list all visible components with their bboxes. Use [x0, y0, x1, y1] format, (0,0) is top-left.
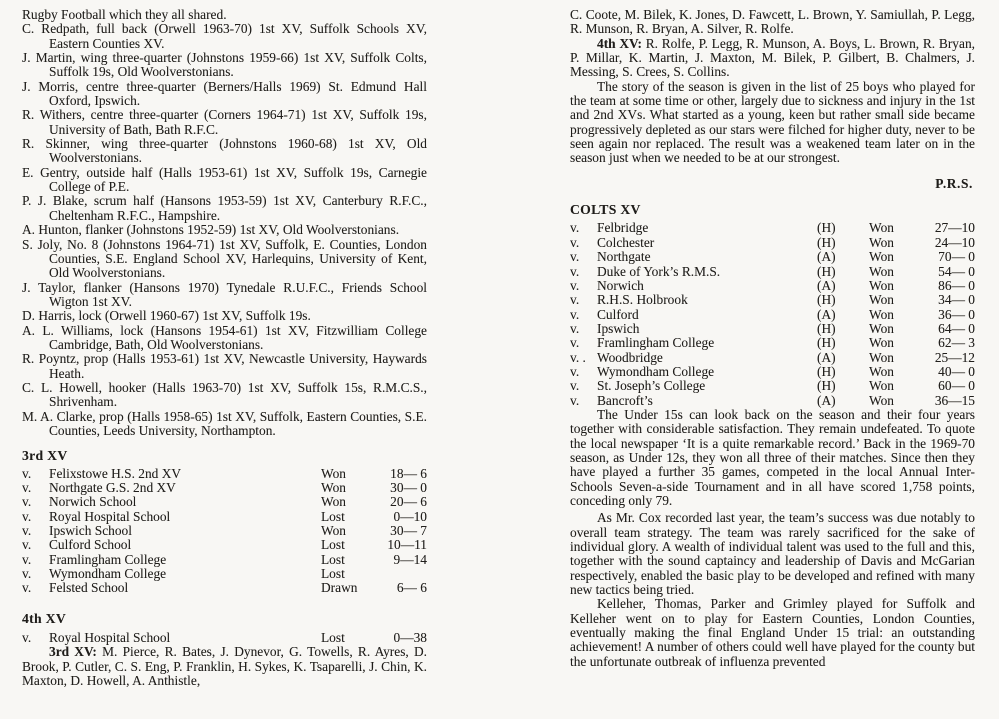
match-outcome: Won [869, 320, 894, 336]
opponent-name: Norwich School [49, 494, 137, 510]
match-result-row [22, 510, 427, 524]
venue-home-away: (H) [817, 292, 836, 308]
colts-xv-results-table [570, 221, 975, 407]
match-score: 70— 0 [938, 249, 975, 265]
venue-home-away: (H) [817, 263, 836, 279]
match-outcome: Won [869, 335, 894, 351]
match-outcome: Won [869, 234, 894, 250]
match-outcome: Lost [321, 566, 345, 582]
opponent-name: Culford [597, 306, 639, 322]
match-result-row [570, 236, 975, 250]
match-result-row [570, 322, 975, 336]
match-score: 30— 7 [390, 523, 427, 539]
fourth-xv-results-table [22, 631, 427, 645]
match-outcome: Won [321, 465, 346, 481]
match-score: 34— 0 [938, 292, 975, 308]
match-score: 64— 0 [938, 320, 975, 336]
versus-abbrev: v. [570, 306, 580, 322]
opponent-name: Framlingham College [597, 335, 715, 351]
third-xv-squad-continuation: C. Coote, M. Bilek, K. Jones, D. Fawcett, L. Brown, Y. Samiullah, P. Legg, R. Munson, R. Bryan, A. Silver, R. Rolfe. [570, 7, 975, 37]
venue-home-away: (A) [817, 392, 836, 408]
player-entry: R. Skinner, wing three-quarter (Johnstons 1960-68) 1st XV, Old Woolverstonians. [22, 136, 427, 166]
match-result-row [22, 567, 427, 581]
match-score: 18— 6 [390, 465, 427, 481]
match-score: 27—10 [934, 220, 975, 236]
match-score: 10—11 [387, 537, 427, 553]
match-score: 6— 6 [396, 580, 427, 596]
left-column [22, 8, 427, 719]
versus-abbrev: v. [570, 249, 580, 265]
match-score: 40— 0 [938, 363, 975, 379]
versus-abbrev: v. [22, 580, 32, 596]
opponent-name: Felbridge [597, 220, 649, 236]
match-result-row [22, 553, 427, 567]
player-entry: C. L. Howell, hooker (Halls 1963-70) 1st XV, Suffolk 15s, R.M.C.S., Shrivenham. [22, 379, 427, 410]
match-outcome: Won [869, 263, 894, 279]
match-result-row [22, 538, 427, 552]
third-xv-squad-list [22, 645, 427, 688]
season-story-paragraph: The story of the season is given in the list of 25 boys who played for the team at some time or other, largely due to sickness and injury in the 1st and 2nd XVs. What started as a young, keen but rather small side became progressively depleted as our stars were filched for higher duty, never to be seen again nor replaced. The result was a weakened team later on in the season just when we needed to be at our strongest. [570, 78, 975, 166]
fourth-xv-squad-names: R. Rolfe, P. Legg, R. Munson, A. Boys, L. Brown, R. Bryan, P. Millar, K. Martin, J. Maxton, M. Bilek, P. Gilbert, B. Chalmers, J. Messing, S. Crees, S. Collins. [570, 35, 975, 80]
match-score: 20— 6 [390, 494, 427, 510]
match-score: 24—10 [934, 234, 975, 250]
kelleher-paragraph: Kelleher, Thomas, Parker and Grimley played for Suffolk and Kelleher went on to play for Eastern Counties, London Counties, eventually making the final England Under 15 trial: an outstanding achievement! A number of others could well have played for the county but the unfortunate outbreak of influenza prevented [570, 596, 975, 669]
match-outcome: Lost [321, 508, 345, 524]
versus-abbrev: v. [570, 378, 580, 394]
versus-abbrev: v. [570, 220, 580, 236]
versus-abbrev: v. [22, 566, 32, 582]
venue-home-away: (A) [817, 249, 836, 265]
match-score: 62— 3 [938, 335, 975, 351]
match-result-row [570, 351, 975, 365]
match-outcome: Won [869, 363, 894, 379]
opponent-name: Royal Hospital School [49, 508, 171, 524]
player-entry: A. Hunton, flanker (Johnstons 1952-59) 1st XV, Old Woolverstonians. [22, 222, 400, 238]
versus-abbrev: v. [570, 234, 580, 250]
match-result-row [570, 279, 975, 293]
opponent-name: Northgate G.S. 2nd XV [49, 480, 176, 495]
versus-abbrev: v. [570, 392, 580, 408]
versus-abbrev: v. [570, 335, 580, 351]
versus-abbrev: v. [570, 363, 580, 379]
opponent-name: R.H.S. Holbrook [597, 292, 688, 308]
player-entry: C. Redpath, full back (Orwell 1963-70) 1st XV, Suffolk Schools XV, Eastern Counties XV. [22, 21, 427, 51]
player-entry: J. Taylor, flanker (Hansons 1970) Tynedale R.U.F.C., Friends School Wigton 1st XV. [22, 279, 427, 309]
right-column [570, 8, 975, 719]
colts-xv-heading: COLTS XV [570, 202, 641, 218]
versus-abbrev: v. [570, 292, 580, 308]
under-15s-paragraph: The Under 15s can look back on the season and their four years together with considerable satisfaction. They remain undefeated. To quote the local newspaper ‘It is a quite remarkable record.’ Back in the 1969-70 season, as Under 12s, they won all three of their matches. Since then they have played a further 35 games, competed in the local Annual Inter-Schools Seven-a-side Tournament and in all have scored 1,758 points, conceding only 79. [570, 406, 975, 508]
third-xv-squad-names: M. Pierce, R. Bates, J. Dynevor, G. Towells, R. Ayres, D. Brook, P. Cutler, C. S. Eng, P. Franklin, H. Sykes, K. Tsaparelli, J. Chin, K. Maxton, D. Howell, A. Anthistle, [22, 644, 427, 689]
match-score: 9—14 [393, 551, 427, 567]
match-result-row [22, 581, 427, 595]
versus-abbrev: v. [22, 494, 32, 510]
third-xv-results-table [22, 467, 427, 596]
match-score: 60— 0 [938, 378, 975, 394]
opponent-name: Bancroft’s [597, 392, 653, 408]
versus-abbrev: v. [22, 508, 32, 524]
match-result-row [22, 495, 427, 509]
author-initials: P.R.S. [935, 175, 973, 191]
venue-home-away: (H) [817, 363, 836, 379]
versus-abbrev: v. [22, 630, 32, 646]
venue-home-away: (H) [817, 234, 836, 250]
opponent-name: Framlingham College [49, 551, 167, 567]
venue-home-away: (H) [817, 220, 836, 236]
opponent-name: Duke of York’s R.M.S. [597, 263, 721, 279]
match-result-row [570, 379, 975, 393]
match-score: 0—10 [393, 508, 427, 524]
venue-home-away: (A) [817, 349, 836, 365]
match-result-row [22, 631, 427, 645]
match-result-row [570, 265, 975, 279]
opponent-name: Norwich [597, 277, 644, 293]
player-entry: D. Harris, lock (Orwell 1960-67) 1st XV, Suffolk 19s. [22, 308, 311, 324]
opponent-name: Felixstowe H.S. 2nd XV [49, 465, 182, 481]
match-result-row [570, 336, 975, 350]
player-entry: S. Joly, No. 8 (Johnstons 1964-71) 1st XV, Suffolk, E. Counties, London Counties, S.E. England School XV, Harlequins, University of Kent, Old Woolverstonians. [22, 236, 427, 281]
intro-continuation-line: Rugby Football which they all shared. [22, 7, 227, 22]
versus-abbrev: v. [570, 277, 580, 293]
third-xv-squad-label: 3rd XV: [49, 644, 97, 660]
match-outcome: Won [869, 292, 894, 308]
match-score: 86— 0 [938, 277, 975, 293]
player-entry: J. Martin, wing three-quarter (Johnstons 1959-66) 1st XV, Suffolk Colts, Suffolk 19s, Old Woolverstonians. [22, 50, 427, 80]
match-result-row [570, 250, 975, 264]
match-outcome: Won [321, 480, 346, 495]
venue-home-away: (H) [817, 378, 836, 394]
match-result-row [22, 467, 427, 481]
match-outcome: Won [869, 277, 894, 293]
fourth-xv-squad-list [570, 37, 975, 80]
match-outcome: Won [869, 220, 894, 236]
match-result-row [570, 365, 975, 379]
venue-home-away: (A) [817, 277, 836, 293]
match-result-row [570, 394, 975, 408]
versus-abbrev: v. . [570, 349, 586, 365]
match-score: 30— 0 [390, 480, 427, 495]
former-players-list [22, 22, 427, 438]
match-outcome: Won [869, 392, 894, 408]
player-entry: M. A. Clarke, prop (Halls 1958-65) 1st XV, Suffolk, Eastern Counties, S.E. Counties, Leeds University, Northampton. [22, 408, 427, 438]
fourth-xv-heading: 4th XV [22, 610, 67, 626]
player-entry: R. Withers, centre three-quarter (Corners 1964-71) 1st XV, Suffolk 19s, University of Bath, Bath R.F.C. [22, 107, 427, 137]
player-entry: A. L. Williams, lock (Hansons 1954-61) 1st XV, Fitzwilliam College Cambridge, Bath, Old Woolverstonians. [22, 322, 427, 352]
versus-abbrev: v. [570, 263, 580, 279]
match-result-row [570, 293, 975, 307]
match-outcome: Won [869, 349, 894, 365]
match-outcome: Lost [321, 630, 345, 646]
match-outcome: Drawn [321, 580, 358, 596]
player-entry: P. J. Blake, scrum half (Hansons 1953-59) 1st XV, Canterbury R.F.C., Cheltenham R.F.C., Hampshire. [22, 193, 427, 223]
versus-abbrev: v. [570, 320, 580, 336]
versus-abbrev: v. [22, 523, 32, 539]
venue-home-away: (A) [817, 306, 836, 322]
versus-abbrev: v. [22, 465, 32, 481]
opponent-name: St. Joseph’s College [597, 378, 706, 394]
match-result-row [22, 524, 427, 538]
venue-home-away: (H) [817, 335, 836, 351]
opponent-name: Ipswich School [49, 523, 132, 539]
opponent-name: Wymondham College [597, 363, 715, 379]
versus-abbrev: v. [22, 480, 32, 495]
opponent-name: Ipswich [597, 320, 640, 336]
versus-abbrev: v. [22, 551, 32, 567]
player-entry: E. Gentry, outside half (Halls 1953-61) 1st XV, Suffolk 19s, Carnegie College of P.E. [22, 164, 427, 195]
player-entry: R. Poyntz, prop (Halls 1953-61) 1st XV, Newcastle University, Haywards Heath. [22, 351, 427, 381]
fourth-xv-squad-label: 4th XV: [597, 35, 642, 51]
match-outcome: Won [869, 306, 894, 322]
match-outcome: Lost [321, 537, 345, 553]
opponent-name: Culford School [49, 537, 132, 553]
versus-abbrev: v. [22, 537, 32, 553]
opponent-name: Colchester [597, 234, 655, 250]
venue-home-away: (H) [817, 320, 836, 336]
opponent-name: Wymondham College [49, 566, 167, 582]
match-score: 25—12 [934, 349, 975, 365]
opponent-name: Felsted School [49, 580, 129, 596]
player-entry: J. Morris, centre three-quarter (Berners/Halls 1969) St. Edmund Hall Oxford, Ipswich. [22, 78, 427, 109]
opponent-name: Royal Hospital School [49, 630, 171, 646]
match-result-row [570, 308, 975, 322]
opponent-name: Woodbridge [597, 349, 663, 365]
third-xv-heading: 3rd XV [22, 448, 68, 464]
opponent-name: Northgate [597, 249, 651, 265]
match-outcome: Won [869, 249, 894, 265]
match-outcome: Won [321, 523, 346, 539]
match-score: 54— 0 [938, 263, 975, 279]
cox-paragraph: As Mr. Cox recorded last year, the team’s success was due notably to overall team strategy. The team was rarely sacrificed for the sake of individual glory. A wealth of individual talent was used to the full and this, together with the sound captaincy and leadership of Davis and McGarian respectively, enabled the basic play to be developed and refined with many new tactics being tried. [570, 510, 975, 598]
match-outcome: Won [869, 378, 894, 394]
match-score: 0—38 [393, 630, 427, 646]
match-score: 36—15 [934, 392, 975, 408]
match-outcome: Won [321, 494, 346, 510]
match-score: 36— 0 [938, 306, 975, 322]
match-result-row [570, 221, 975, 235]
match-result-row [22, 481, 427, 495]
match-outcome: Lost [321, 551, 345, 567]
